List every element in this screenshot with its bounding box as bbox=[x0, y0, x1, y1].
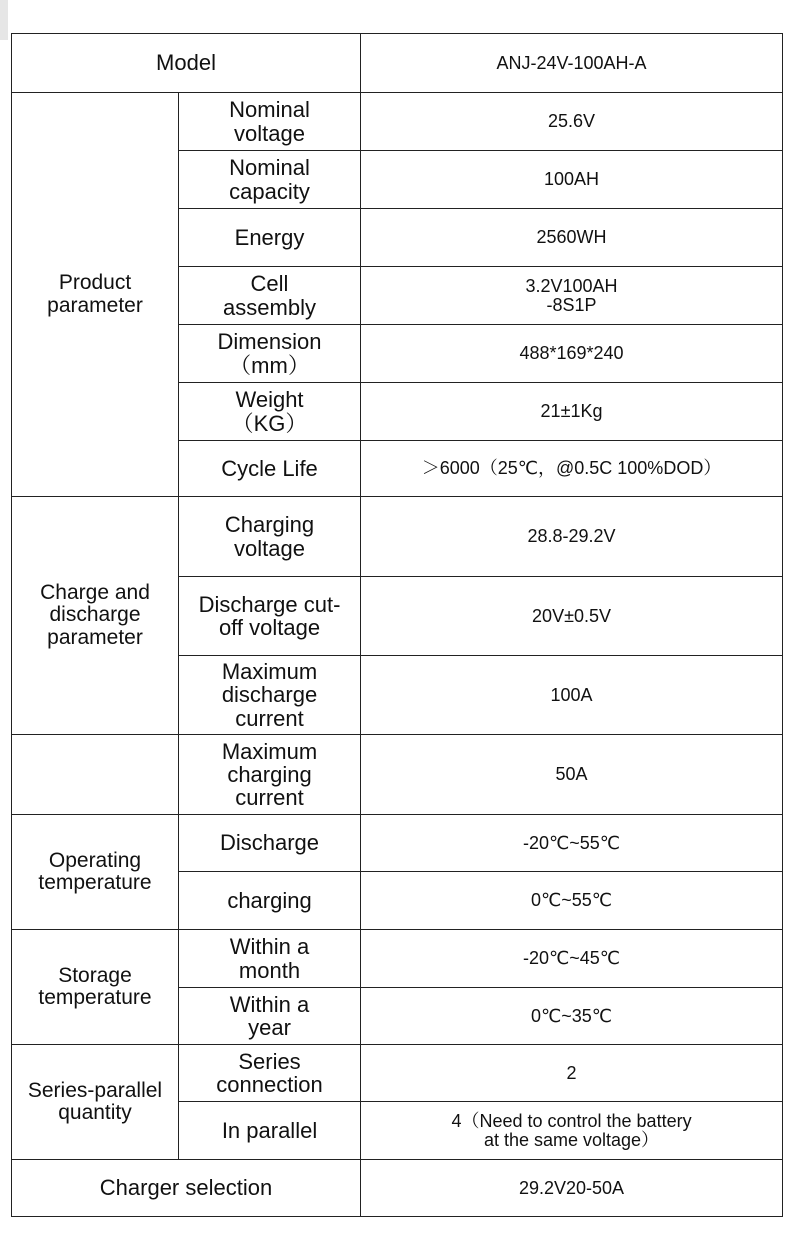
charger-selection-value: 29.2V20-50A bbox=[361, 1160, 783, 1217]
param-cell-assembly: Cell assembly bbox=[179, 267, 361, 325]
group-charge-discharge-parameter: Charge and discharge parameter bbox=[12, 497, 179, 735]
value-max-charging-current: 50A bbox=[361, 735, 783, 815]
param-energy: Energy bbox=[179, 209, 361, 267]
charger-selection-label: Charger selection bbox=[12, 1160, 361, 1217]
table-row bbox=[12, 735, 783, 815]
value-dimension: 488*169*240 bbox=[361, 325, 783, 383]
param-nominal-voltage: Nominal voltage bbox=[179, 93, 361, 151]
table-row bbox=[12, 1160, 783, 1217]
table-row bbox=[12, 497, 783, 577]
param-cycle-life: Cycle Life bbox=[179, 441, 361, 497]
value-cycle-life: ＞6000（25℃，@0.5C 100%DOD） bbox=[361, 441, 783, 497]
spec-table bbox=[11, 33, 783, 1217]
param-charging: charging bbox=[179, 872, 361, 930]
value-within-year: 0℃~35℃ bbox=[361, 988, 783, 1045]
param-dimension: Dimension （mm） bbox=[179, 325, 361, 383]
param-within-month: Within a month bbox=[179, 930, 361, 988]
value-in-parallel: 4（Need to control the battery at the same voltage） bbox=[361, 1102, 783, 1160]
param-max-discharge-current: Maximum discharge current bbox=[179, 656, 361, 735]
table-row bbox=[12, 34, 783, 93]
group-storage-temperature: Storage temperature bbox=[12, 930, 179, 1045]
param-nominal-capacity: Nominal capacity bbox=[179, 151, 361, 209]
value-max-discharge-current: 100A bbox=[361, 656, 783, 735]
value-charging-voltage: 28.8-29.2V bbox=[361, 497, 783, 577]
value-nominal-capacity: 100AH bbox=[361, 151, 783, 209]
group-product-parameter: Product parameter bbox=[12, 93, 179, 497]
value-within-month: -20℃~45℃ bbox=[361, 930, 783, 988]
table-row bbox=[12, 93, 783, 151]
value-cell-assembly: 3.2V100AH -8S1P bbox=[361, 267, 783, 325]
param-discharge-cutoff-voltage: Discharge cut- off voltage bbox=[179, 577, 361, 656]
table-row bbox=[12, 1045, 783, 1102]
param-in-parallel: In parallel bbox=[179, 1102, 361, 1160]
value-discharge-temp: -20℃~55℃ bbox=[361, 815, 783, 872]
param-series-connection: Series connection bbox=[179, 1045, 361, 1102]
group-operating-temperature: Operating temperature bbox=[12, 815, 179, 930]
param-discharge: Discharge bbox=[179, 815, 361, 872]
value-energy: 2560WH bbox=[361, 209, 783, 267]
value-weight: 21±1Kg bbox=[361, 383, 783, 441]
model-value: ANJ-24V-100AH-A bbox=[361, 34, 783, 93]
edge-mark bbox=[0, 0, 8, 40]
group-empty bbox=[12, 735, 179, 815]
param-within-year: Within a year bbox=[179, 988, 361, 1045]
param-charging-voltage: Charging voltage bbox=[179, 497, 361, 577]
table-row bbox=[12, 815, 783, 872]
value-series-connection: 2 bbox=[361, 1045, 783, 1102]
param-weight: Weight （KG） bbox=[179, 383, 361, 441]
value-discharge-cutoff-voltage: 20V±0.5V bbox=[361, 577, 783, 656]
group-series-parallel-quantity: Series-parallel quantity bbox=[12, 1045, 179, 1160]
value-nominal-voltage: 25.6V bbox=[361, 93, 783, 151]
param-max-charging-current: Maximum charging current bbox=[179, 735, 361, 815]
model-label: Model bbox=[12, 34, 361, 93]
value-charging-temp: 0℃~55℃ bbox=[361, 872, 783, 930]
table-row bbox=[12, 930, 783, 988]
